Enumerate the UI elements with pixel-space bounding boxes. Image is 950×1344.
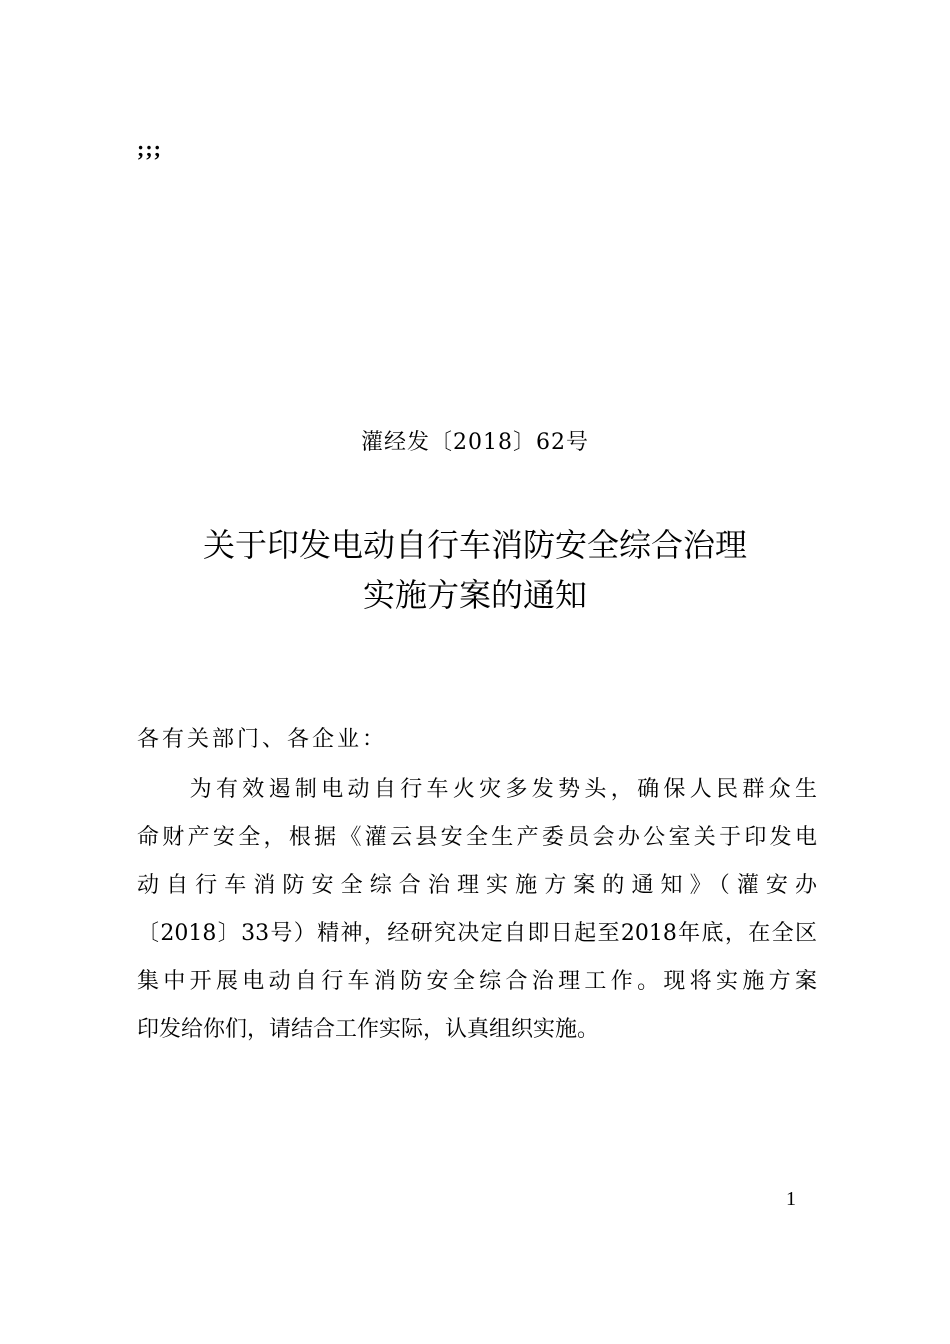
body-line: 〔2018〕33号）精神，经研究决定自即日起至2018年底，在全区 (137, 921, 817, 946)
page-number: 1 (786, 1188, 796, 1210)
body-line: 为有效遏制电动自行车火灾多发势头，确保人民群众生 (137, 777, 817, 802)
title-line: 实施方案的通知 (362, 576, 587, 614)
body-line: 命财产安全，根据《灌云县安全生产委员会办公室关于印发电 (137, 825, 817, 850)
body-paragraph (137, 766, 817, 1054)
document-number: 灌经发〔2018〕62号 (361, 430, 589, 455)
header-marks: ;;; (137, 136, 162, 161)
body-line: 印发给你们，请结合工作实际，认真组织实施。 (137, 1017, 600, 1042)
document-title (0, 520, 950, 620)
body-line: 动自行车消防安全综合治理实施方案的通知》（灌安办 (137, 873, 817, 898)
title-line: 关于印发电动自行车消防安全综合治理 (202, 526, 747, 564)
body-line: 集中开展电动自行车消防安全综合治理工作。现将实施方案 (137, 969, 817, 994)
salutation: 各有关部门、各企业： (137, 727, 388, 752)
